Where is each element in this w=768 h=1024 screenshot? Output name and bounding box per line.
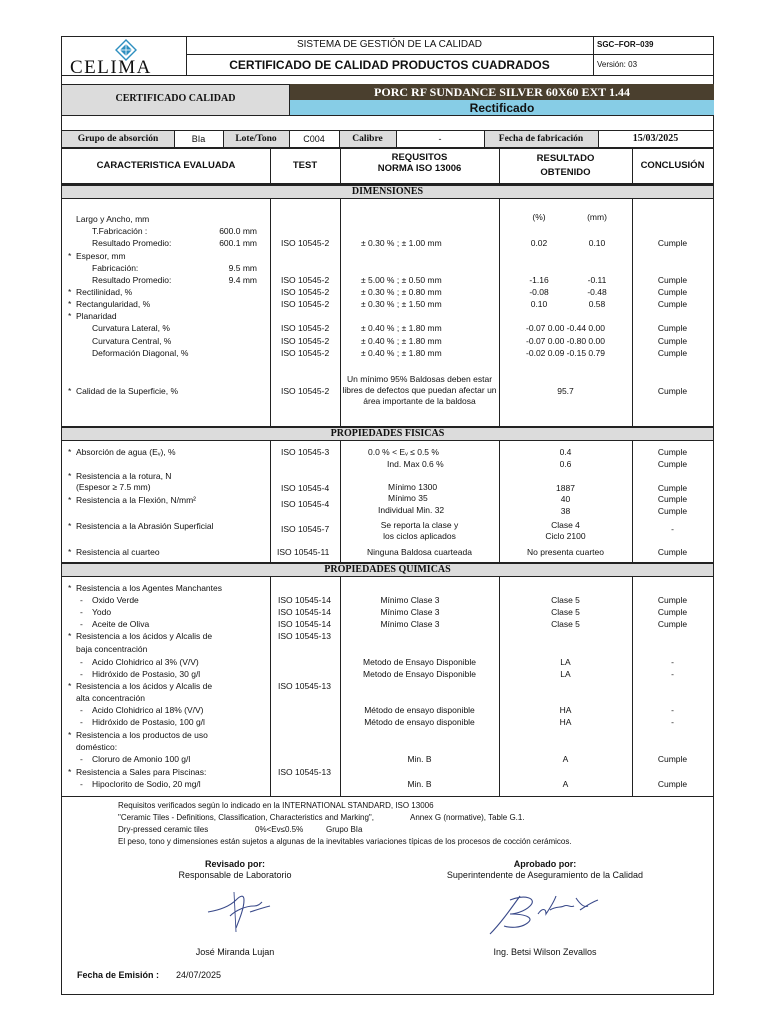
bullet: - xyxy=(80,717,83,727)
iodine-test: ISO 10545-14 xyxy=(278,607,331,617)
koh-30-conclusion: - xyxy=(671,669,674,679)
breaking-strength-label: Resistencia a la rotura, N xyxy=(76,471,172,481)
straightness-res-mm: -0.48 xyxy=(587,287,607,297)
abrasion-label: Resistencia a la Abrasión Superficial xyxy=(76,521,214,531)
breaking-strength-test: ISO 10545-4 xyxy=(281,483,330,493)
green-oxide-conclusion: Cumple xyxy=(657,595,688,605)
note-line-3c: Grupo BIa xyxy=(326,825,363,834)
bullet: - xyxy=(80,754,83,764)
thickness-res-mm: -0.11 xyxy=(587,275,607,285)
diagonal-deformation-conclusion: Cumple xyxy=(657,348,688,358)
individual-max-conclusion: Cumple xyxy=(657,459,688,469)
acid-low-label-2: baja concentración xyxy=(76,644,148,654)
rectangularity-label: Rectangularidad, % xyxy=(76,299,151,309)
iodine-res: Clase 5 xyxy=(551,607,580,617)
acid-low-test: ISO 10545-13 xyxy=(278,631,331,641)
certificate-title: CERTIFICADO DE CALIDAD PRODUCTOS CUADRADOS xyxy=(229,58,550,72)
approved-by-title: Aprobado por: xyxy=(513,859,577,869)
col-result-1: RESULTADO xyxy=(536,153,595,164)
iodine-label: Yodo xyxy=(92,607,112,617)
bullet: - xyxy=(80,607,83,617)
flexural-strength-test: ISO 10545-4 xyxy=(281,499,330,509)
col-result-2: OBTENIDO xyxy=(540,167,591,178)
length-title: Largo y Ancho, mm xyxy=(76,214,150,224)
hcl-3-label: Acido Clohidrico al 3% (V/V) xyxy=(92,657,199,667)
length-conclusion: Cumple xyxy=(657,238,688,248)
ammonium-conclusion: Cumple xyxy=(657,754,688,764)
caliber-label: Calibre xyxy=(352,134,383,144)
green-oxide-req: Mínimo Clase 3 xyxy=(380,595,440,605)
fab-size-label: T.Fabricación : xyxy=(92,226,148,236)
length-test: ISO 10545-2 xyxy=(281,238,330,248)
koh-30-req: Metodo de Ensayo Disponible xyxy=(363,669,476,679)
acid-high-test: ISO 10545-13 xyxy=(278,681,331,691)
col-test: TEST xyxy=(292,160,318,171)
hcl-18-label: Acido Clohidrico al 18% (V/V) xyxy=(92,705,204,715)
olive-oil-test: ISO 10545-14 xyxy=(278,619,331,629)
dim-mm-header: (mm) xyxy=(587,212,607,222)
crazing-label: Resistencia al cuarteo xyxy=(76,547,160,557)
koh-100-res: HA xyxy=(559,717,572,727)
asterisk: * xyxy=(68,447,72,457)
lateral-curvature-req: ± 0.40 % ; ± 1.80 mm xyxy=(361,323,442,333)
abrasion-test: ISO 10545-7 xyxy=(281,524,330,534)
water-absorption-req: 0.0 % < Eᵥ ≤ 0.5 % xyxy=(368,447,439,457)
logo-text: CELIMA xyxy=(70,57,152,78)
koh-100-label: Hidróxido de Postasio, 100 g/l xyxy=(92,717,205,727)
lateral-curvature-res: -0.07 0.00 -0.44 0.00 xyxy=(526,323,605,333)
crazing-test: ISO 10545-11 xyxy=(277,547,330,557)
koh-30-res: LA xyxy=(560,669,571,679)
length-res-mm: 0.10 xyxy=(588,238,606,248)
straightness-label: Rectilinidad, % xyxy=(76,287,133,297)
col-requirements-2: NORMA ISO 13006 xyxy=(377,163,462,174)
staining-label: Resistencia a los Agentes Manchantes xyxy=(76,583,223,593)
hypochlorite-res: A xyxy=(562,779,569,789)
central-curvature-req: ± 0.40 % ; ± 1.80 mm xyxy=(361,336,442,346)
central-curvature-label: Curvatura Central, % xyxy=(92,336,172,346)
straightness-res-pct: -0.08 xyxy=(529,287,549,297)
olive-oil-label: Aceite de Oliva xyxy=(92,619,150,629)
surface-quality-test: ISO 10545-2 xyxy=(281,386,330,396)
central-curvature-conclusion: Cumple xyxy=(657,336,688,346)
caliber-value: - xyxy=(438,134,442,144)
lateral-curvature-label: Curvatura Lateral, % xyxy=(92,323,170,333)
rectangularity-conclusion: Cumple xyxy=(657,299,688,309)
section-chemical: PROPIEDADES QUIMICAS xyxy=(62,562,713,577)
green-oxide-test: ISO 10545-14 xyxy=(278,595,331,605)
hcl-18-conclusion: - xyxy=(671,705,674,715)
thickness-conclusion: Cumple xyxy=(657,275,688,285)
asterisk: * xyxy=(68,583,72,593)
koh-100-conclusion: - xyxy=(671,717,674,727)
flexural-strength-res: 40 xyxy=(560,494,571,504)
bullet: - xyxy=(80,669,83,679)
abrasion-conclusion: - xyxy=(671,524,674,534)
water-absorption-conclusion: Cumple xyxy=(657,447,688,457)
ammonium-label: Cloruro de Amonio 100 g/l xyxy=(92,754,191,764)
doc-code: SGC–FOR–039 xyxy=(597,40,654,49)
central-curvature-test: ISO 10545-2 xyxy=(281,336,330,346)
straightness-test: ISO 10545-2 xyxy=(281,287,330,297)
iodine-conclusion: Cumple xyxy=(657,607,688,617)
length-req: ± 0.30 % ; ± 1.00 mm xyxy=(361,238,442,248)
lateral-curvature-test: ISO 10545-2 xyxy=(281,323,330,333)
emission-date-value: 24/07/2025 xyxy=(176,970,222,980)
asterisk: * xyxy=(68,495,72,505)
flexural-strength-req: Mínimo 35 xyxy=(388,493,428,503)
rectangularity-res-mm: 0.58 xyxy=(588,299,606,309)
note-line-1: Requisitos verificados según lo indicado en la INTERNATIONAL STANDARD, ISO 13006 xyxy=(118,801,434,810)
thickness-test: ISO 10545-2 xyxy=(281,275,330,285)
straightness-req: ± 0.30 % ; ± 0.80 mm xyxy=(361,287,442,297)
reviewer-signature-icon xyxy=(200,882,280,938)
product-name: PORC RF SUNDANCE SILVER 60X60 EXT 1.44 xyxy=(374,85,630,99)
central-curvature-res: -0.07 0.00 -0.80 0.00 xyxy=(526,336,605,346)
olive-oil-conclusion: Cumple xyxy=(657,619,688,629)
green-oxide-res: Clase 5 xyxy=(551,595,580,605)
system-title: SISTEMA DE GESTIÓN DE LA CALIDAD xyxy=(296,39,483,50)
approver-signature-icon xyxy=(480,884,630,938)
diagonal-deformation-test: ISO 10545-2 xyxy=(281,348,330,358)
asterisk: * xyxy=(68,287,72,297)
flexural-individual-res: 38 xyxy=(560,506,571,516)
domestic-label-1: Resistencia a los productos de uso xyxy=(76,730,208,740)
note-line-3a: Dry-pressed ceramic tiles xyxy=(118,825,209,834)
note-line-3b: 0%<Ev≤0.5% xyxy=(255,825,304,834)
reviewed-by-role: Responsable de Laboratorio xyxy=(178,870,292,880)
dim-pct-header: (%) xyxy=(532,212,546,222)
asterisk: * xyxy=(68,251,72,261)
flexural-strength-label: Resistencia a la Flexión, N/mm² xyxy=(76,495,196,505)
section-dimensions: DIMENSIONES xyxy=(62,184,713,199)
approved-by-role: Superintendente de Aseguramiento de la Calidad xyxy=(446,870,644,880)
asterisk: * xyxy=(68,386,72,396)
manufacture-date-label: Fecha de fabricación xyxy=(498,134,584,144)
abrasion-res-2: Ciclo 2100 xyxy=(545,531,586,541)
note-line-4: El peso, tono y dimensiones están sujetos a algunas de la inevitables variaciones típicas de los procesos de cocción cerámicos. xyxy=(118,837,572,846)
abrasion-req-1: Se reporta la clase y xyxy=(380,520,459,530)
breaking-strength-conclusion: Cumple xyxy=(657,483,688,493)
surface-quality-res: 95.7 xyxy=(557,386,574,396)
asterisk: * xyxy=(68,547,72,557)
thickness-fab-value: 9.5 mm xyxy=(228,263,257,273)
asterisk: * xyxy=(68,521,72,531)
surface-quality-req-3: área importante de la baldosa xyxy=(363,396,476,406)
acid-high-label-1: Resistencia a los ácidos y Alcalis de xyxy=(76,681,213,691)
flexural-individual-conclusion: Cumple xyxy=(657,506,688,516)
lot-value: C004 xyxy=(303,134,325,144)
hcl-18-res: HA xyxy=(559,705,572,715)
acid-low-label-1: Resistencia a los ácidos y Alcalis de xyxy=(76,631,213,641)
ammonium-res: A xyxy=(562,754,569,764)
manufacture-date-value: 15/03/2025 xyxy=(632,133,679,144)
absorption-group-label: Grupo de absorción xyxy=(77,134,159,144)
surface-quality-req-2: libres de defectos que puedan afectar un xyxy=(342,385,497,395)
approved-by-name: Ing. Betsi Wilson Zevallos xyxy=(493,947,597,957)
reviewed-by-name: José Miranda Lujan xyxy=(195,947,275,957)
asterisk: * xyxy=(68,471,72,481)
green-oxide-label: Oxido Verde xyxy=(92,595,139,605)
thickness-title: Espesor, mm xyxy=(76,251,126,261)
avg-size-label: Resultado Promedio: xyxy=(92,238,172,248)
thickness-req: ± 5.00 % ; ± 0.50 mm xyxy=(361,275,442,285)
individual-max-res: 0.6 xyxy=(559,459,572,469)
flexural-strength-conclusion: Cumple xyxy=(657,494,688,504)
thickness-res-pct: -1.16 xyxy=(529,275,549,285)
surface-quality-label: Calidad de la Superficie, % xyxy=(76,386,179,396)
product-finish: Rectificado xyxy=(469,101,535,115)
rectangularity-req: ± 0.30 % ; ± 1.50 mm xyxy=(361,299,442,309)
thickness-res-value: 9.4 mm xyxy=(228,275,257,285)
hypochlorite-req: Min. B xyxy=(407,779,432,789)
iodine-req: Mínimo Clase 3 xyxy=(380,607,440,617)
asterisk: * xyxy=(68,767,72,777)
diagonal-deformation-label: Deformación Diagonal, % xyxy=(92,348,189,358)
avg-size-value: 600.1 mm xyxy=(219,238,257,248)
bullet: - xyxy=(80,619,83,629)
straightness-conclusion: Cumple xyxy=(657,287,688,297)
lot-label: Lote/Tono xyxy=(235,134,277,144)
water-absorption-test: ISO 10545-3 xyxy=(281,447,330,457)
domestic-label-2: doméstico: xyxy=(76,742,118,752)
breaking-strength-req: Mínimo 1300 xyxy=(388,482,438,492)
flatness-label: Planaridad xyxy=(76,311,117,321)
note-line-2a: "Ceramic Tiles - Definitions, Classification, Characteristics and Marking", xyxy=(118,813,374,822)
section-physical: PROPIEDADES FISICAS xyxy=(62,426,713,441)
certificate-label: CERTIFICADO CALIDAD xyxy=(115,93,236,104)
rectangularity-test: ISO 10545-2 xyxy=(281,299,330,309)
water-absorption-res: 0.4 xyxy=(559,447,572,457)
pool-salts-label: Resistencia a Sales para Piscinas: xyxy=(76,767,207,777)
hcl-18-req: Método de ensayo disponible xyxy=(364,705,475,715)
bullet: - xyxy=(80,705,83,715)
hcl-3-req: Metodo de Ensayo Disponible xyxy=(363,657,476,667)
emission-date-label: Fecha de Emisión : xyxy=(77,970,160,980)
breaking-strength-res: 1887 xyxy=(556,483,575,493)
thickness-fab-label: Fabricación: xyxy=(92,263,139,273)
hypochlorite-conclusion: Cumple xyxy=(657,779,688,789)
acid-high-label-2: alta concentración xyxy=(76,693,145,703)
water-absorption-label: Absorción de agua (Eᵥ), % xyxy=(76,447,176,457)
col-conclusion: CONCLUSIÓN xyxy=(640,160,705,171)
col-characteristic: CARACTERISTICA EVALUADA xyxy=(96,160,236,171)
koh-30-label: Hidróxido de Postasio, 30 g/l xyxy=(92,669,201,679)
bullet: - xyxy=(80,779,83,789)
asterisk: * xyxy=(68,311,72,321)
breaking-strength-thickness: (Espesor ≥ 7.5 mm) xyxy=(76,482,151,492)
asterisk: * xyxy=(68,681,72,691)
olive-oil-req: Mínimo Clase 3 xyxy=(380,619,440,629)
lateral-curvature-conclusion: Cumple xyxy=(657,323,688,333)
abrasion-req-2: los ciclos aplicados xyxy=(383,531,456,541)
fab-size-value: 600.0 mm xyxy=(219,226,257,236)
crazing-req: Ninguna Baldosa cuarteada xyxy=(367,547,472,557)
diagonal-deformation-req: ± 0.40 % ; ± 1.80 mm xyxy=(361,348,442,358)
col-requirements-1: REQUSITOS xyxy=(391,152,448,163)
ammonium-req: Min. B xyxy=(407,754,432,764)
thickness-res-label: Resultado Promedio: xyxy=(92,275,172,285)
individual-max-req: Ind. Max 0.6 % xyxy=(387,459,444,469)
surface-quality-conclusion: Cumple xyxy=(657,386,688,396)
olive-oil-res: Clase 5 xyxy=(551,619,580,629)
crazing-res: No presenta cuarteo xyxy=(526,547,605,557)
koh-100-req: Método de ensayo disponible xyxy=(364,717,475,727)
abrasion-res-1: Clase 4 xyxy=(551,520,580,530)
bullet: - xyxy=(80,595,83,605)
reviewed-by-title: Revisado por: xyxy=(204,859,265,869)
diagonal-deformation-res: -0.02 0.09 -0.15 0.79 xyxy=(526,348,605,358)
celima-logo xyxy=(64,38,184,76)
length-res-pct: 0.02 xyxy=(530,238,548,248)
note-line-2b: Annex G (normative), Table G.1. xyxy=(410,813,525,822)
surface-quality-req-1: Un mínimo 95% Baldosas deben estar xyxy=(346,374,493,384)
crazing-conclusion: Cumple xyxy=(657,547,688,557)
hypochlorite-label: Hipoclorito de Sodio, 20 mg/l xyxy=(92,779,201,789)
hcl-3-conclusion: - xyxy=(671,657,674,667)
asterisk: * xyxy=(68,299,72,309)
doc-version: Versión: 03 xyxy=(597,60,638,69)
flexural-individual-req: Individual Min. 32 xyxy=(378,505,445,515)
rectangularity-res-pct: 0.10 xyxy=(530,299,548,309)
bullet: - xyxy=(80,657,83,667)
pool-salts-test: ISO 10545-13 xyxy=(278,767,331,777)
hcl-3-res: LA xyxy=(560,657,571,667)
asterisk: * xyxy=(68,730,72,740)
absorption-group-value: BIa xyxy=(191,134,206,144)
asterisk: * xyxy=(68,631,72,641)
